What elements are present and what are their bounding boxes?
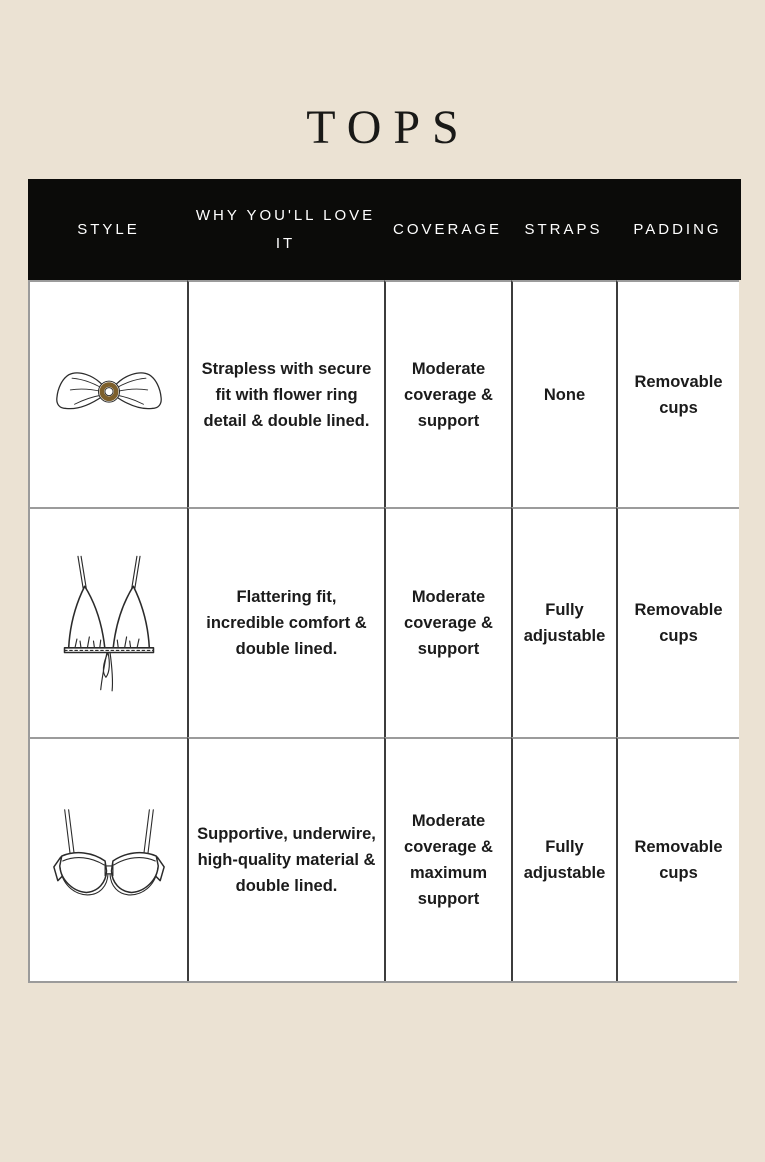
coverage-cell: Moderate coverage & maximum support — [384, 737, 511, 981]
column-header-coverage: COVERAGE — [382, 179, 513, 280]
why-cell: Flattering fit, incredible comfort & double lined. — [187, 507, 384, 737]
padding-cell: Removable cups — [616, 737, 739, 981]
straps-cell: None — [511, 280, 616, 507]
why-cell: Supportive, underwire, high-quality material & double lined. — [187, 737, 384, 981]
padding-cell: Removable cups — [616, 507, 739, 737]
page-title: TOPS — [306, 101, 471, 155]
style-cell-triangle — [30, 507, 187, 737]
tops-comparison-table — [28, 179, 737, 983]
column-header-straps: STRAPS — [509, 179, 618, 280]
coverage-cell: Moderate coverage & support — [384, 507, 511, 737]
straps-cell: Fully adjustable — [511, 737, 616, 981]
column-header-padding: PADDING — [614, 179, 741, 280]
triangle-top-illustration — [51, 548, 167, 698]
why-cell: Strapless with secure fit with flower ring detail & double lined. — [187, 280, 384, 507]
coverage-cell: Moderate coverage & support — [384, 280, 511, 507]
column-header-why: WHY YOU'LL LOVE IT — [185, 179, 386, 280]
underwire-top-illustration — [45, 796, 173, 924]
style-cell-bandeau — [30, 280, 187, 507]
padding-cell: Removable cups — [616, 280, 739, 507]
column-header-style: STYLE — [28, 179, 189, 280]
bandeau-top-illustration — [46, 352, 172, 438]
straps-cell: Fully adjustable — [511, 507, 616, 737]
style-cell-underwire — [30, 737, 187, 981]
